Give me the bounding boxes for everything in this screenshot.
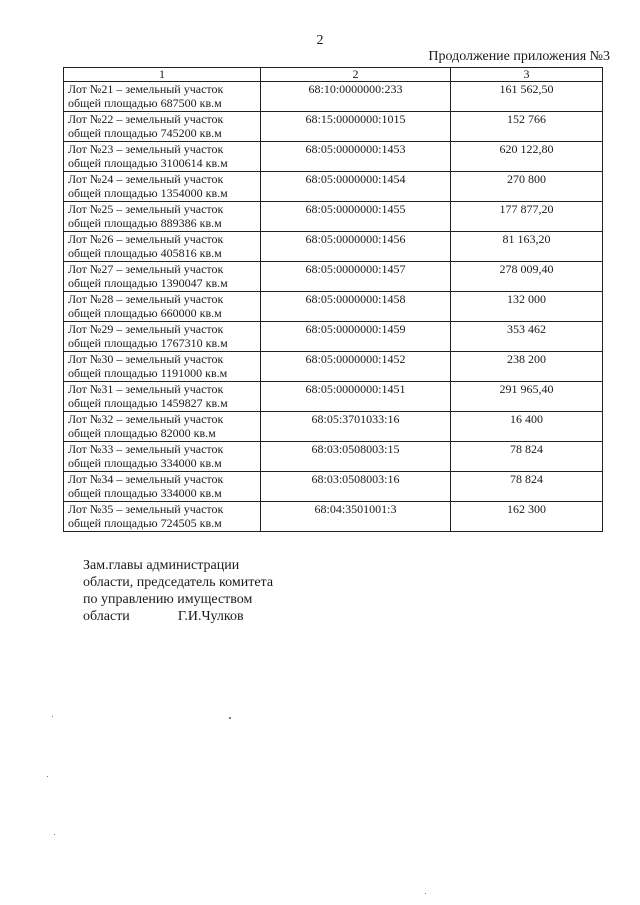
lot-price: 291 965,40 [451, 382, 603, 412]
lot-price: 78 824 [451, 442, 603, 472]
lot-cell [64, 382, 261, 412]
cadastral-number: 68:05:0000000:1456 [261, 232, 451, 262]
lot-area: общей площадью 724505 кв.м [68, 516, 222, 530]
lot-title: Лот №33 – земельный участок [68, 442, 224, 456]
lot-area: общей площадью 1191000 кв.м [68, 366, 228, 380]
lot-area: общей площадью 660000 кв.м [68, 306, 222, 320]
table-row [64, 292, 603, 322]
signature-region: области [83, 609, 130, 624]
lot-area: общей площадью 82000 кв.м [68, 426, 216, 440]
column-header: 3 [451, 68, 603, 82]
lot-price: 278 009,40 [451, 262, 603, 292]
table-row [64, 142, 603, 172]
lot-price: 81 163,20 [451, 232, 603, 262]
signature-line: по управлению имуществом [83, 592, 253, 607]
lot-title: Лот №25 – земельный участок [68, 202, 224, 216]
lot-price: 132 000 [451, 292, 603, 322]
lot-area: общей площадью 745200 кв.м [68, 126, 222, 140]
table-row [64, 382, 603, 412]
lot-price: 78 824 [451, 472, 603, 502]
lot-cell [64, 442, 261, 472]
signature-line: Зам.главы администрации [83, 558, 240, 573]
column-header: 2 [261, 68, 451, 82]
lot-price: 177 877,20 [451, 202, 603, 232]
table-row [64, 502, 603, 532]
lots-table [63, 67, 603, 532]
cadastral-number: 68:05:0000000:1454 [261, 172, 451, 202]
lot-area: общей площадью 405816 кв.м [68, 246, 222, 260]
table-row [64, 172, 603, 202]
cadastral-number: 68:03:0508003:16 [261, 472, 451, 502]
column-header: 1 [64, 68, 261, 82]
scan-speck [54, 834, 55, 835]
lot-area: общей площадью 889386 кв.м [68, 216, 222, 230]
lot-area: общей площадью 1459827 кв.м [68, 396, 228, 410]
table-row [64, 232, 603, 262]
table-row [64, 352, 603, 382]
lot-price: 620 122,80 [451, 142, 603, 172]
lot-area: общей площадью 1390047 кв.м [68, 276, 228, 290]
appendix-label: Продолжение приложения №3 [428, 49, 610, 64]
signature-line-last [83, 608, 273, 625]
lot-price: 161 562,50 [451, 82, 603, 112]
table-row [64, 82, 603, 112]
lot-cell [64, 112, 261, 142]
cadastral-number: 68:05:0000000:1455 [261, 202, 451, 232]
lot-price: 16 400 [451, 412, 603, 442]
lot-area: общей площадью 1354000 кв.м [68, 186, 228, 200]
table-header-row [64, 68, 603, 82]
lot-area: общей площадью 1767310 кв.м [68, 336, 228, 350]
lot-area: общей площадью 3100614 кв.м [68, 156, 228, 170]
lot-price: 238 200 [451, 352, 603, 382]
lot-title: Лот №34 – земельный участок [68, 472, 224, 486]
lot-cell [64, 82, 261, 112]
lot-title: Лот №27 – земельный участок [68, 262, 224, 276]
lot-title: Лот №22 – земельный участок [68, 112, 224, 126]
cadastral-number: 68:10:0000000:233 [261, 82, 451, 112]
signature-block [83, 557, 273, 625]
table-row [64, 442, 603, 472]
lot-title: Лот №32 – земельный участок [68, 412, 224, 426]
lot-title: Лот №21 – земельный участок [68, 82, 224, 96]
lot-cell [64, 172, 261, 202]
lot-cell [64, 202, 261, 232]
table-row [64, 412, 603, 442]
lot-title: Лот №35 – земельный участок [68, 502, 224, 516]
lot-cell [64, 232, 261, 262]
lot-title: Лот №24 – земельный участок [68, 172, 224, 186]
lot-title: Лот №29 – земельный участок [68, 322, 224, 336]
signature-line: области, председатель комитета [83, 575, 274, 590]
lot-title: Лот №28 – земельный участок [68, 292, 224, 306]
cadastral-number: 68:05:0000000:1458 [261, 292, 451, 322]
lot-area: общей площадью 334000 кв.м [68, 456, 222, 470]
cadastral-number: 68:05:0000000:1451 [261, 382, 451, 412]
lot-title: Лот №23 – земельный участок [68, 142, 224, 156]
scan-speck [425, 893, 426, 894]
cadastral-number: 68:05:0000000:1457 [261, 262, 451, 292]
lot-cell [64, 412, 261, 442]
table-row [64, 472, 603, 502]
table-row [64, 322, 603, 352]
table-body [64, 82, 603, 532]
lot-cell [64, 472, 261, 502]
cadastral-number: 68:03:0508003:15 [261, 442, 451, 472]
signatory-name: Г.И.Чулков [177, 609, 244, 624]
cadastral-number: 68:05:0000000:1459 [261, 322, 451, 352]
scan-speck [52, 716, 53, 717]
lot-cell [64, 262, 261, 292]
lot-cell [64, 322, 261, 352]
lot-title: Лот №30 – земельный участок [68, 352, 224, 366]
cadastral-number: 68:05:3701033:16 [261, 412, 451, 442]
lot-price: 162 300 [451, 502, 603, 532]
cadastral-number: 68:05:0000000:1452 [261, 352, 451, 382]
lot-title: Лот №26 – земельный участок [68, 232, 224, 246]
cadastral-number: 68:05:0000000:1453 [261, 142, 451, 172]
lot-price: 152 766 [451, 112, 603, 142]
lot-cell [64, 352, 261, 382]
lot-price: 353 462 [451, 322, 603, 352]
lot-title: Лот №31 – земельный участок [68, 382, 224, 396]
lot-cell [64, 502, 261, 532]
lot-area: общей площадью 687500 кв.м [68, 96, 222, 110]
table-row [64, 112, 603, 142]
lot-cell [64, 142, 261, 172]
table-row [64, 202, 603, 232]
page-number: 2 [316, 33, 324, 48]
scan-speck [229, 717, 231, 719]
lot-area: общей площадью 334000 кв.м [68, 486, 222, 500]
lot-price: 270 800 [451, 172, 603, 202]
cadastral-number: 68:15:0000000:1015 [261, 112, 451, 142]
lot-cell [64, 292, 261, 322]
table-row [64, 262, 603, 292]
scan-speck [47, 776, 48, 777]
cadastral-number: 68:04:3501001:3 [261, 502, 451, 532]
